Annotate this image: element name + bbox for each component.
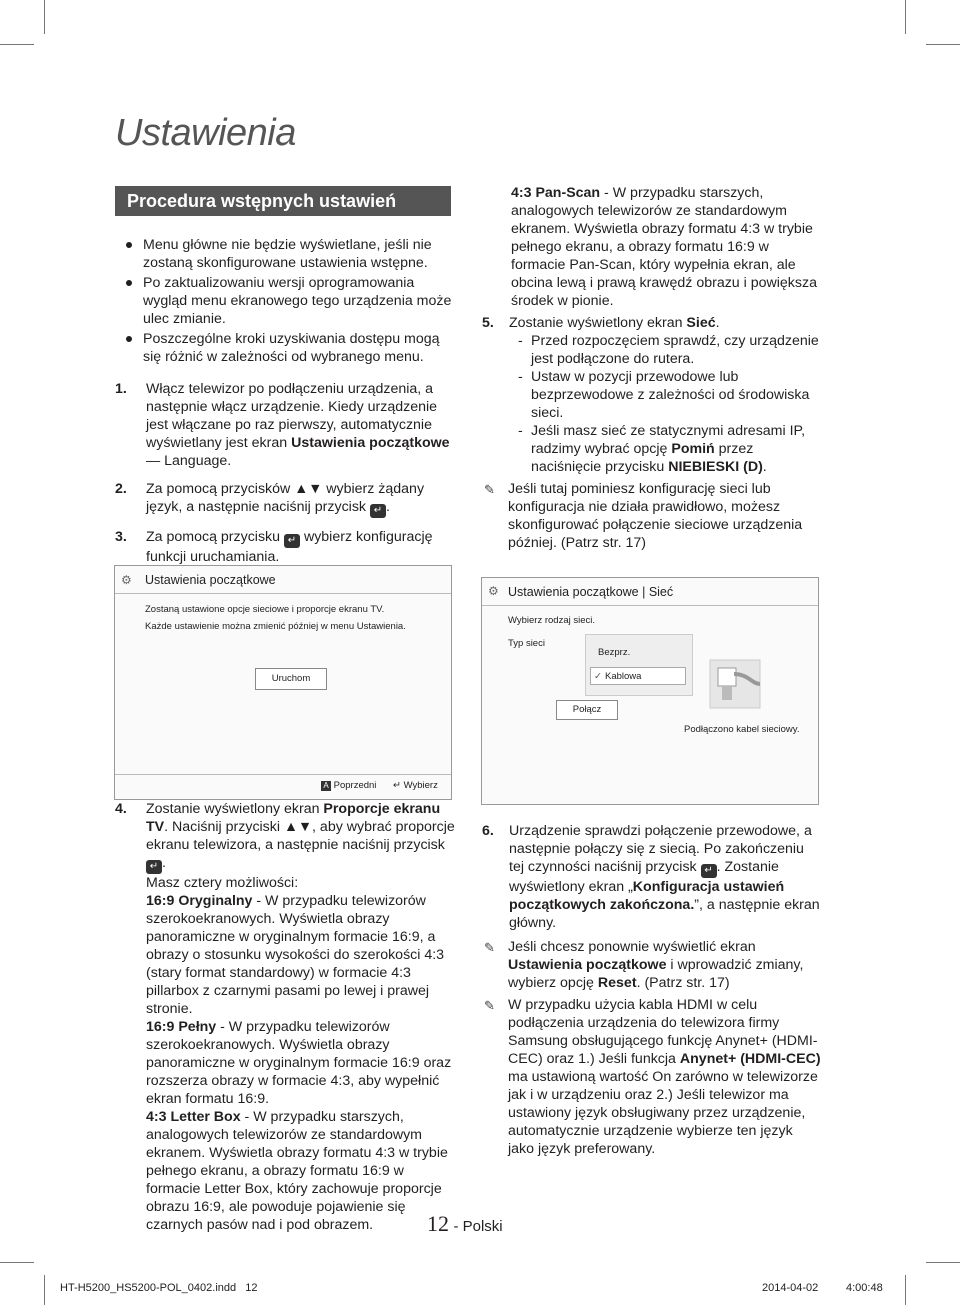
enter-icon: ↵ bbox=[393, 780, 401, 791]
pencil-icon: ✎ bbox=[484, 482, 495, 497]
dash-item: - Jeśli masz sieć ze statycznymi adresami IP, radzimy wybrać opcję Pomiń przez naciśnięcie przycisku NIEBIESKI (D). bbox=[518, 423, 806, 475]
pencil-icon: ✎ bbox=[484, 998, 495, 1013]
divider bbox=[115, 774, 451, 775]
crop-mark bbox=[0, 1262, 34, 1263]
slug-date: 2014-04-02 bbox=[762, 1282, 819, 1294]
page-number-block bbox=[427, 1211, 503, 1237]
crop-mark bbox=[926, 1262, 960, 1263]
bullet-item: Poszczególne kroki uzyskiwania dostępu mogą się różnić w zależności od wybranego menu. bbox=[115, 330, 455, 366]
divider bbox=[115, 593, 451, 594]
screen-prompt: Wybierz rodzaj sieci. bbox=[508, 615, 596, 626]
step-number: 6. bbox=[482, 823, 494, 839]
page-title: Ustawienia bbox=[115, 112, 296, 154]
bullet-item: Po zaktualizowaniu wersji oprogramowania wygląd menu ekranowego tego urządzenia może ulec zmianie. bbox=[115, 274, 455, 328]
a-key-icon: A bbox=[321, 781, 331, 791]
check-icon: ✓ bbox=[594, 671, 602, 682]
screen-text: Każde ustawienie można zmienić później w menu Ustawienia. bbox=[145, 621, 406, 632]
network-type-list bbox=[585, 634, 693, 696]
pencil-icon: ✎ bbox=[484, 940, 495, 955]
slug-time: 4:00:48 bbox=[846, 1282, 883, 1294]
enter-icon: ↵ bbox=[701, 864, 717, 878]
gear-icon: ⚙ bbox=[488, 584, 499, 598]
step-number: 4. bbox=[115, 801, 127, 817]
crop-mark bbox=[926, 44, 960, 45]
option-wired[interactable]: ✓ Kablowa bbox=[590, 667, 686, 685]
step-number: 1. bbox=[115, 381, 127, 397]
option-1: 16:9 Oryginalny - W przypadku telewizorów szerokoekranowych. Wyświetla obrazy panoramiczne w oryginalnym formacie 16:9, a obrazy o stosunku wysokości do szerokości 4:3 (stary format standardowy) w formacie 4:3 pillarbox z czarnymi pasami po lewej i prawej stronie. bbox=[146, 893, 445, 1017]
dash-item: - Ustaw w pozycji przewodowe lub bezprzewodowe z zależności od środowiska sieci. bbox=[518, 369, 810, 421]
crop-mark bbox=[0, 44, 34, 45]
left-lower bbox=[115, 800, 455, 1234]
step-number: 5. bbox=[482, 315, 494, 331]
left-column bbox=[115, 236, 455, 566]
dash-item: - Przed rozpoczęciem sprawdź, czy urządzenie jest podłączone do rutera. bbox=[518, 333, 819, 367]
connection-status: Podłączono kabel sieciowy. bbox=[684, 724, 800, 735]
file-slug: HT-H5200_HS5200-POL_0402.indd 12 bbox=[60, 1282, 258, 1294]
right-lower bbox=[482, 822, 822, 1158]
footer-select[interactable]: ↵ Wybierz bbox=[393, 780, 438, 791]
option-3: 4:3 Letter Box - W przypadku starszych, analogowych telewizorów ze standardowym ekranem. Wyświetla obrazy formatu 4:3 w trybie pełnego ekranu, a obrazy formatu 16:9 w formacie Letter Box, który zachowuje proporcje obrazu 16:9, ale powoduje pojawienie się czarnych pasów nad i pod obrazem. bbox=[146, 1109, 448, 1233]
step-6: 6. Urządzenie sprawdzi połączenie przewodowe, a następnie połączy się z siecią. Po zakończeniu tej czynności naciśnij przycisk ↵ . Zostanie wyświetlony ekran „Konfiguracja ustawień początkowych zakończona.”, a następnie ekran główny. bbox=[482, 823, 820, 931]
note-1: ✎ Jeśli tutaj pominiesz konfigurację sieci lub konfiguracja nie działa prawidłowo, możesz skonfigurować połączenie sieciowe urządzenia później. (Patrz str. 17) bbox=[484, 481, 803, 551]
network-type-label: Typ sieci bbox=[508, 638, 545, 649]
note-2: ✎ Jeśli chcesz ponownie wyświetlić ekran Ustawienia początkowe i wprowadzić zmiany, wybierz opcję Reset. (Patrz str. 17) bbox=[484, 939, 804, 991]
network-screen bbox=[481, 577, 819, 805]
divider bbox=[482, 605, 818, 606]
step-number: 3. bbox=[115, 529, 127, 545]
screen-header: Ustawienia początkowe bbox=[145, 573, 276, 587]
step-number: 2. bbox=[115, 481, 127, 497]
crop-mark bbox=[905, 1275, 906, 1305]
footer-prev[interactable]: A Poprzedni bbox=[321, 780, 376, 791]
page-number: 12 bbox=[427, 1211, 449, 1236]
enter-icon: ↵ bbox=[146, 860, 162, 874]
screen-header: Ustawienia początkowe | Sieć bbox=[508, 585, 674, 599]
ethernet-cable-icon bbox=[704, 654, 766, 714]
option-wireless[interactable]: Bezprz. bbox=[598, 647, 631, 658]
section-title: Procedura wstępnych ustawień bbox=[115, 186, 451, 216]
page-language: - Polski bbox=[453, 1218, 503, 1235]
start-button[interactable]: Uruchom bbox=[255, 668, 327, 690]
step-4: 4. Zostanie wyświetlony ekran Proporcje ekranu TV. Naciśnij przyciski ▲▼, aby wybrać proporcje ekranu telewizora, a następnie naciśnij przycisk ↵ . bbox=[115, 801, 455, 872]
option-4: 4:3 Pan-Scan - W przypadku starszych, analogowych telewizorów ze standardowym ekranem. Wyświetla obrazy formatu 4:3 w trybie pełnego ekranu, a obrazy formatu 16:9 w formacie Pan-Scan, który wypełnia ekran, ale obcina lewą i prawą krawędź obrazu i powiększa środek w pionie. bbox=[511, 185, 817, 309]
crop-mark bbox=[44, 1275, 45, 1305]
bullet-item: Menu główne nie będzie wyświetlane, jeśli nie zostaną skonfigurowane ustawienia wstępne. bbox=[115, 236, 455, 272]
note-3: ✎ W przypadku użycia kabla HDMI w celu podłączenia urządzenia do telewizora firmy Samsung obsługującego funkcję Anynet+ (HDMI-CEC) oraz 1.) Jeśli funkcja Anynet+ (HDMI-CEC) ma ustawioną wartość On zarówno w telewizorze jak i w urządzeniu oraz 2.) Jeśli telewizor ma ustawiony język obsługiwany przez urządzenie, automatycznie urządzenie wybierze ten język jako język preferowany. bbox=[484, 997, 821, 1157]
step-5-details bbox=[482, 332, 822, 476]
gear-icon: ⚙ bbox=[121, 573, 132, 587]
step-1: 1. Włącz telewizor po podłączeniu urządzenia, a następnie włącz urządzenie. Kiedy urządzenie jest włączane po raz pierwszy, automatycznie wyświetlany jest ekran Ustawienia początkowe — Language. bbox=[115, 381, 450, 469]
enter-icon: ↵ bbox=[370, 504, 386, 518]
step-3: 3. Za pomocą przycisku ↵ wybierz konfigurację funkcji uruchamiania. bbox=[115, 529, 433, 565]
step-5: 5. Zostanie wyświetlony ekran Sieć. bbox=[482, 315, 720, 331]
screen-text: Zostaną ustawione opcje sieciowe i proporcje ekranu TV. bbox=[145, 604, 385, 615]
connect-button[interactable]: Połącz bbox=[556, 700, 618, 720]
enter-icon: ↵ bbox=[284, 534, 300, 548]
option-2: 16:9 Pełny - W przypadku telewizorów szerokoekranowych. Wyświetla obrazy panoramiczne w oryginalnym formacie 16:9 oraz rozszerza obrazy w formacie 4:3, aby wypełnić ekran formatu 16:9. bbox=[146, 1019, 452, 1107]
options-list bbox=[115, 874, 455, 1234]
crop-mark bbox=[44, 0, 45, 34]
right-column bbox=[482, 184, 822, 552]
crop-mark bbox=[905, 0, 906, 34]
setup-screen bbox=[114, 565, 452, 800]
step-2: 2. Za pomocą przycisków ▲▼ wybierz żądany język, a następnie naciśnij przycisk ↵ . bbox=[115, 481, 425, 516]
options-intro: Masz cztery możliwości: bbox=[146, 875, 299, 891]
